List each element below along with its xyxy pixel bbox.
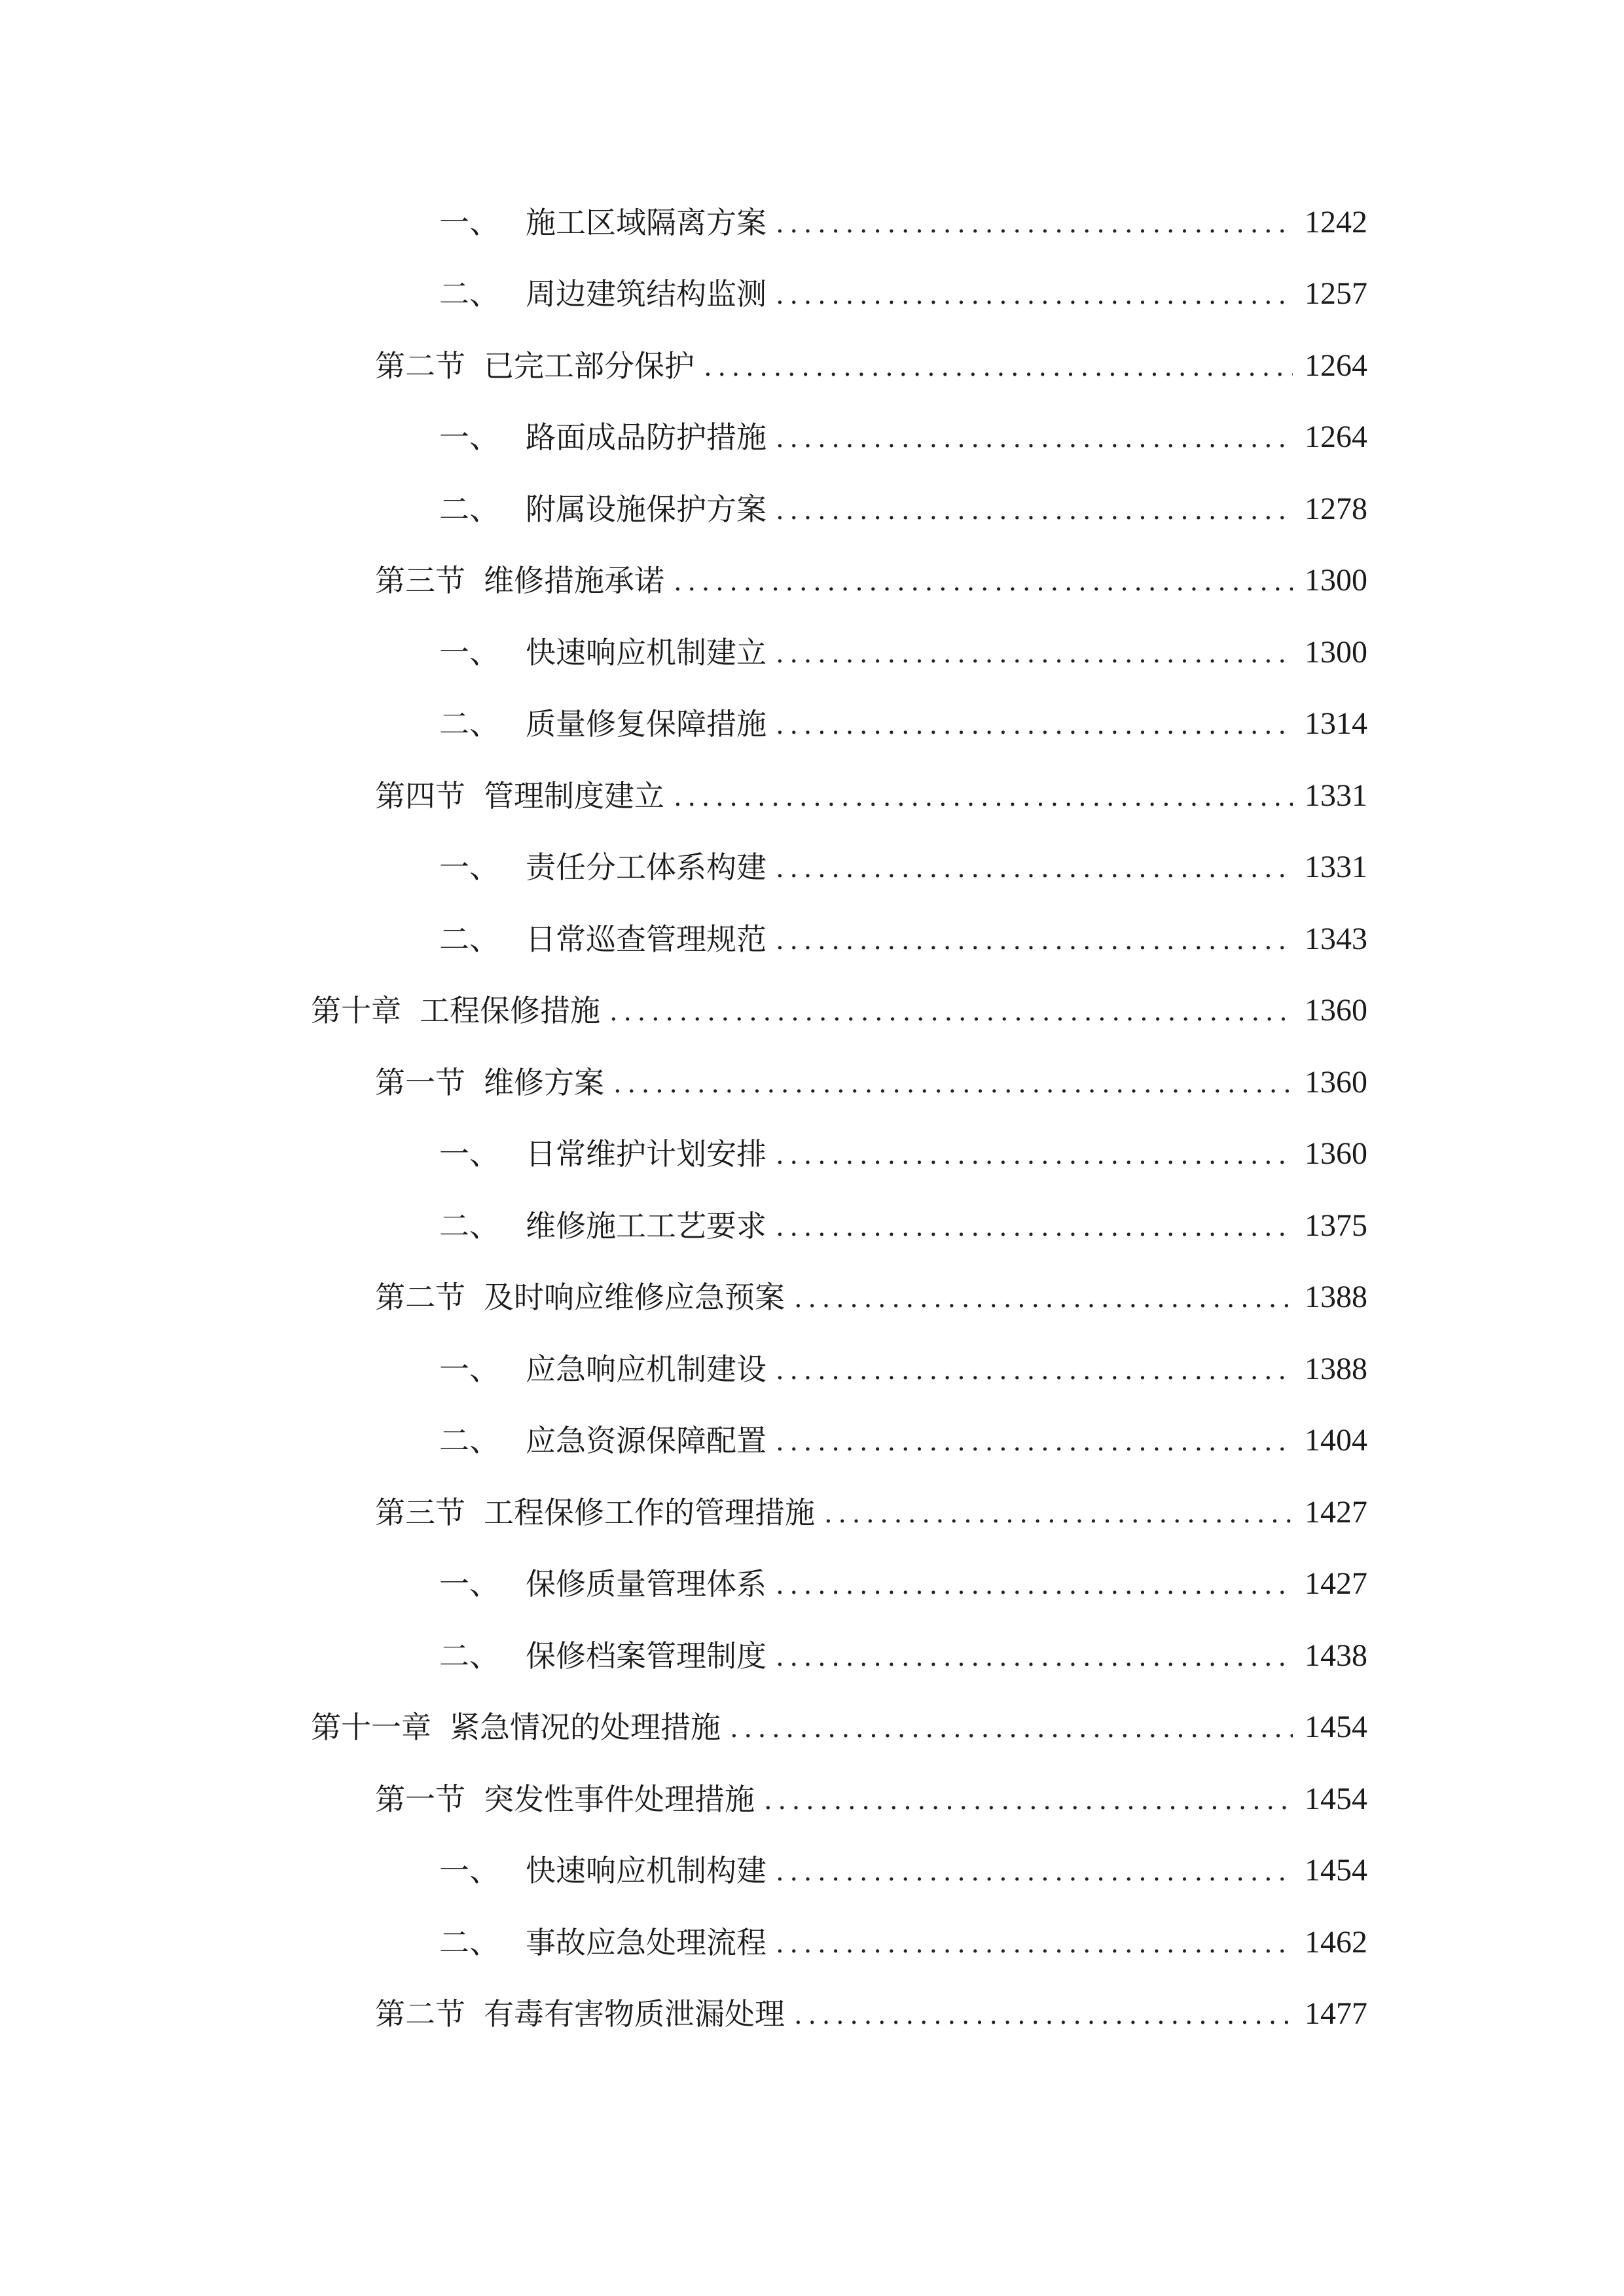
toc-entry-number: 二、 — [439, 491, 499, 527]
dot-leader — [794, 1279, 1293, 1318]
dot-leader — [764, 1781, 1293, 1820]
toc-entry[interactable] — [0, 187, 1624, 259]
toc-entry[interactable] — [0, 1405, 1624, 1477]
toc-page-number: 1360 — [1305, 993, 1367, 1028]
toc-entry-number: 第三节 — [375, 563, 465, 599]
toc-entry-title: 维修方案 — [484, 1064, 604, 1100]
toc-page-number: 1242 — [1305, 204, 1367, 240]
toc-entry[interactable] — [0, 1549, 1624, 1621]
toc-entry[interactable] — [0, 975, 1624, 1047]
toc-page-number: 1278 — [1305, 491, 1367, 526]
toc-entry-number: 一、 — [439, 1136, 499, 1172]
toc-entry-number: 第二节 — [375, 1280, 465, 1316]
toc-entry[interactable] — [0, 1262, 1624, 1334]
toc-page-number: 1360 — [1305, 1136, 1367, 1172]
toc-page-number: 1264 — [1305, 348, 1367, 383]
toc-entry-title: 保修档案管理制度 — [526, 1638, 767, 1674]
toc-page-number: 1300 — [1305, 563, 1367, 598]
toc-entry[interactable] — [0, 330, 1624, 402]
toc-entry-title: 管理制度建立 — [484, 778, 664, 814]
toc-entry-title: 保修质量管理体系 — [526, 1566, 767, 1602]
dot-leader — [776, 921, 1293, 960]
toc-entry-number: 二、 — [439, 276, 499, 312]
dot-leader — [776, 849, 1293, 888]
toc-entry[interactable] — [0, 1979, 1624, 2051]
toc-entry[interactable] — [0, 1835, 1624, 1907]
dot-leader — [776, 204, 1293, 243]
toc-entry-title: 及时响应维修应急预案 — [484, 1280, 785, 1316]
toc-entry-number: 第三节 — [375, 1494, 465, 1530]
toc-page-number: 1388 — [1305, 1280, 1367, 1315]
toc-page-number: 1438 — [1305, 1638, 1367, 1673]
toc-entry-number: 二、 — [439, 706, 499, 742]
dot-leader — [674, 778, 1293, 817]
table-of-contents — [0, 187, 1624, 2050]
toc-page-number: 1477 — [1305, 1996, 1367, 2032]
toc-entry-number: 第一节 — [375, 1064, 465, 1100]
toc-page-number: 1257 — [1305, 276, 1367, 312]
dot-leader — [776, 419, 1293, 458]
toc-entry-title: 已完工部分保护 — [484, 348, 695, 384]
dot-leader — [776, 1208, 1293, 1247]
toc-entry-number: 一、 — [439, 1351, 499, 1387]
toc-entry-number: 第十章 — [311, 993, 401, 1029]
dot-leader — [776, 634, 1293, 673]
toc-entry[interactable] — [0, 1620, 1624, 1692]
dot-leader — [609, 992, 1293, 1031]
toc-entry[interactable] — [0, 473, 1624, 545]
toc-entry-number: 二、 — [439, 1423, 499, 1459]
toc-entry-title: 质量修复保障措施 — [526, 706, 767, 742]
toc-entry-title: 附属设施保护方案 — [526, 491, 767, 527]
toc-entry[interactable] — [0, 545, 1624, 617]
dot-leader — [776, 1566, 1293, 1605]
toc-entry-title: 日常巡查管理规范 — [526, 921, 767, 957]
dot-leader — [776, 1351, 1293, 1390]
toc-entry-title: 应急响应机制建设 — [526, 1351, 767, 1387]
toc-page-number: 1331 — [1305, 850, 1367, 885]
dot-leader — [730, 1709, 1293, 1748]
toc-entry[interactable] — [0, 1692, 1624, 1764]
dot-leader — [776, 1924, 1293, 1964]
toc-entry[interactable] — [0, 760, 1624, 832]
dot-leader — [824, 1494, 1293, 1534]
toc-entry-number: 第二节 — [375, 1996, 465, 2032]
dot-leader — [776, 1852, 1293, 1892]
toc-entry-title: 责任分工体系构建 — [526, 850, 767, 886]
dot-leader — [776, 1638, 1293, 1677]
toc-entry-title: 工程保修工作的管理措施 — [484, 1494, 815, 1530]
toc-entry-number: 一、 — [439, 634, 499, 670]
toc-entry-title: 维修施工工艺要求 — [526, 1208, 767, 1244]
toc-entry-number: 一、 — [439, 850, 499, 886]
toc-entry-number: 二、 — [439, 921, 499, 957]
toc-page-number: 1331 — [1305, 778, 1367, 813]
toc-entry-title: 周边建筑结构监测 — [526, 276, 767, 312]
toc-entry-number: 第十一章 — [311, 1710, 431, 1746]
toc-entry-number: 一、 — [439, 204, 499, 240]
toc-page-number: 1462 — [1305, 1924, 1367, 1960]
toc-entry-title: 日常维护计划安排 — [526, 1136, 767, 1172]
toc-page-number: 1360 — [1305, 1064, 1367, 1100]
toc-page-number: 1454 — [1305, 1853, 1367, 1888]
toc-entry-title: 施工区域隔离方案 — [526, 204, 767, 240]
toc-entry[interactable] — [0, 1047, 1624, 1119]
toc-page-number: 1314 — [1305, 706, 1367, 742]
toc-entry[interactable] — [0, 1119, 1624, 1191]
toc-entry-title: 快速响应机制建立 — [526, 634, 767, 670]
toc-entry-title: 工程保修措施 — [420, 993, 600, 1029]
toc-page-number: 1427 — [1305, 1566, 1367, 1602]
toc-page-number: 1404 — [1305, 1423, 1367, 1458]
toc-entry[interactable] — [0, 1907, 1624, 1979]
toc-page-number: 1300 — [1305, 634, 1367, 670]
toc-entry-title: 快速响应机制构建 — [526, 1853, 767, 1889]
toc-page-number: 1375 — [1305, 1208, 1367, 1243]
toc-entry-number: 第四节 — [375, 778, 465, 814]
toc-page-number: 1388 — [1305, 1351, 1367, 1386]
toc-entry-title: 维修措施承诺 — [484, 563, 664, 599]
toc-entry-title: 紧急情况的处理措施 — [450, 1710, 721, 1746]
dot-leader — [776, 276, 1293, 315]
toc-entry-title: 有毒有害物质泄漏处理 — [484, 1996, 785, 2032]
toc-entry[interactable] — [0, 1477, 1624, 1549]
toc-entry-title: 应急资源保障配置 — [526, 1423, 767, 1459]
dot-leader — [704, 348, 1293, 387]
toc-entry-number: 一、 — [439, 1853, 499, 1889]
toc-entry-title: 突发性事件处理措施 — [484, 1781, 755, 1817]
toc-page-number: 1264 — [1305, 420, 1367, 455]
toc-entry[interactable] — [0, 402, 1624, 474]
toc-entry-title: 路面成品防护措施 — [526, 420, 767, 456]
toc-entry-number: 二、 — [439, 1638, 499, 1674]
toc-page-number: 1427 — [1305, 1494, 1367, 1530]
toc-entry[interactable] — [0, 832, 1624, 904]
toc-page-number: 1454 — [1305, 1781, 1367, 1816]
toc-entry[interactable] — [0, 1763, 1624, 1835]
toc-entry[interactable] — [0, 689, 1624, 761]
toc-entry-number: 二、 — [439, 1924, 499, 1960]
toc-entry-title: 事故应急处理流程 — [526, 1924, 767, 1960]
toc-entry[interactable] — [0, 617, 1624, 689]
toc-entry-number: 一、 — [439, 420, 499, 456]
toc-entry[interactable] — [0, 259, 1624, 331]
toc-page-number: 1343 — [1305, 921, 1367, 956]
toc-entry[interactable] — [0, 1190, 1624, 1262]
toc-page-number: 1454 — [1305, 1710, 1367, 1745]
toc-entry-number: 二、 — [439, 1208, 499, 1244]
toc-entry[interactable] — [0, 1333, 1624, 1405]
dot-leader — [794, 1996, 1293, 2035]
toc-entry-number: 第二节 — [375, 348, 465, 384]
dot-leader — [776, 491, 1293, 530]
dot-leader — [776, 706, 1293, 745]
dot-leader — [776, 1422, 1293, 1462]
dot-leader — [613, 1064, 1293, 1103]
dot-leader — [674, 562, 1293, 601]
toc-entry-number: 一、 — [439, 1566, 499, 1602]
toc-entry[interactable] — [0, 903, 1624, 975]
dot-leader — [776, 1136, 1293, 1175]
toc-entry-number: 第一节 — [375, 1781, 465, 1817]
